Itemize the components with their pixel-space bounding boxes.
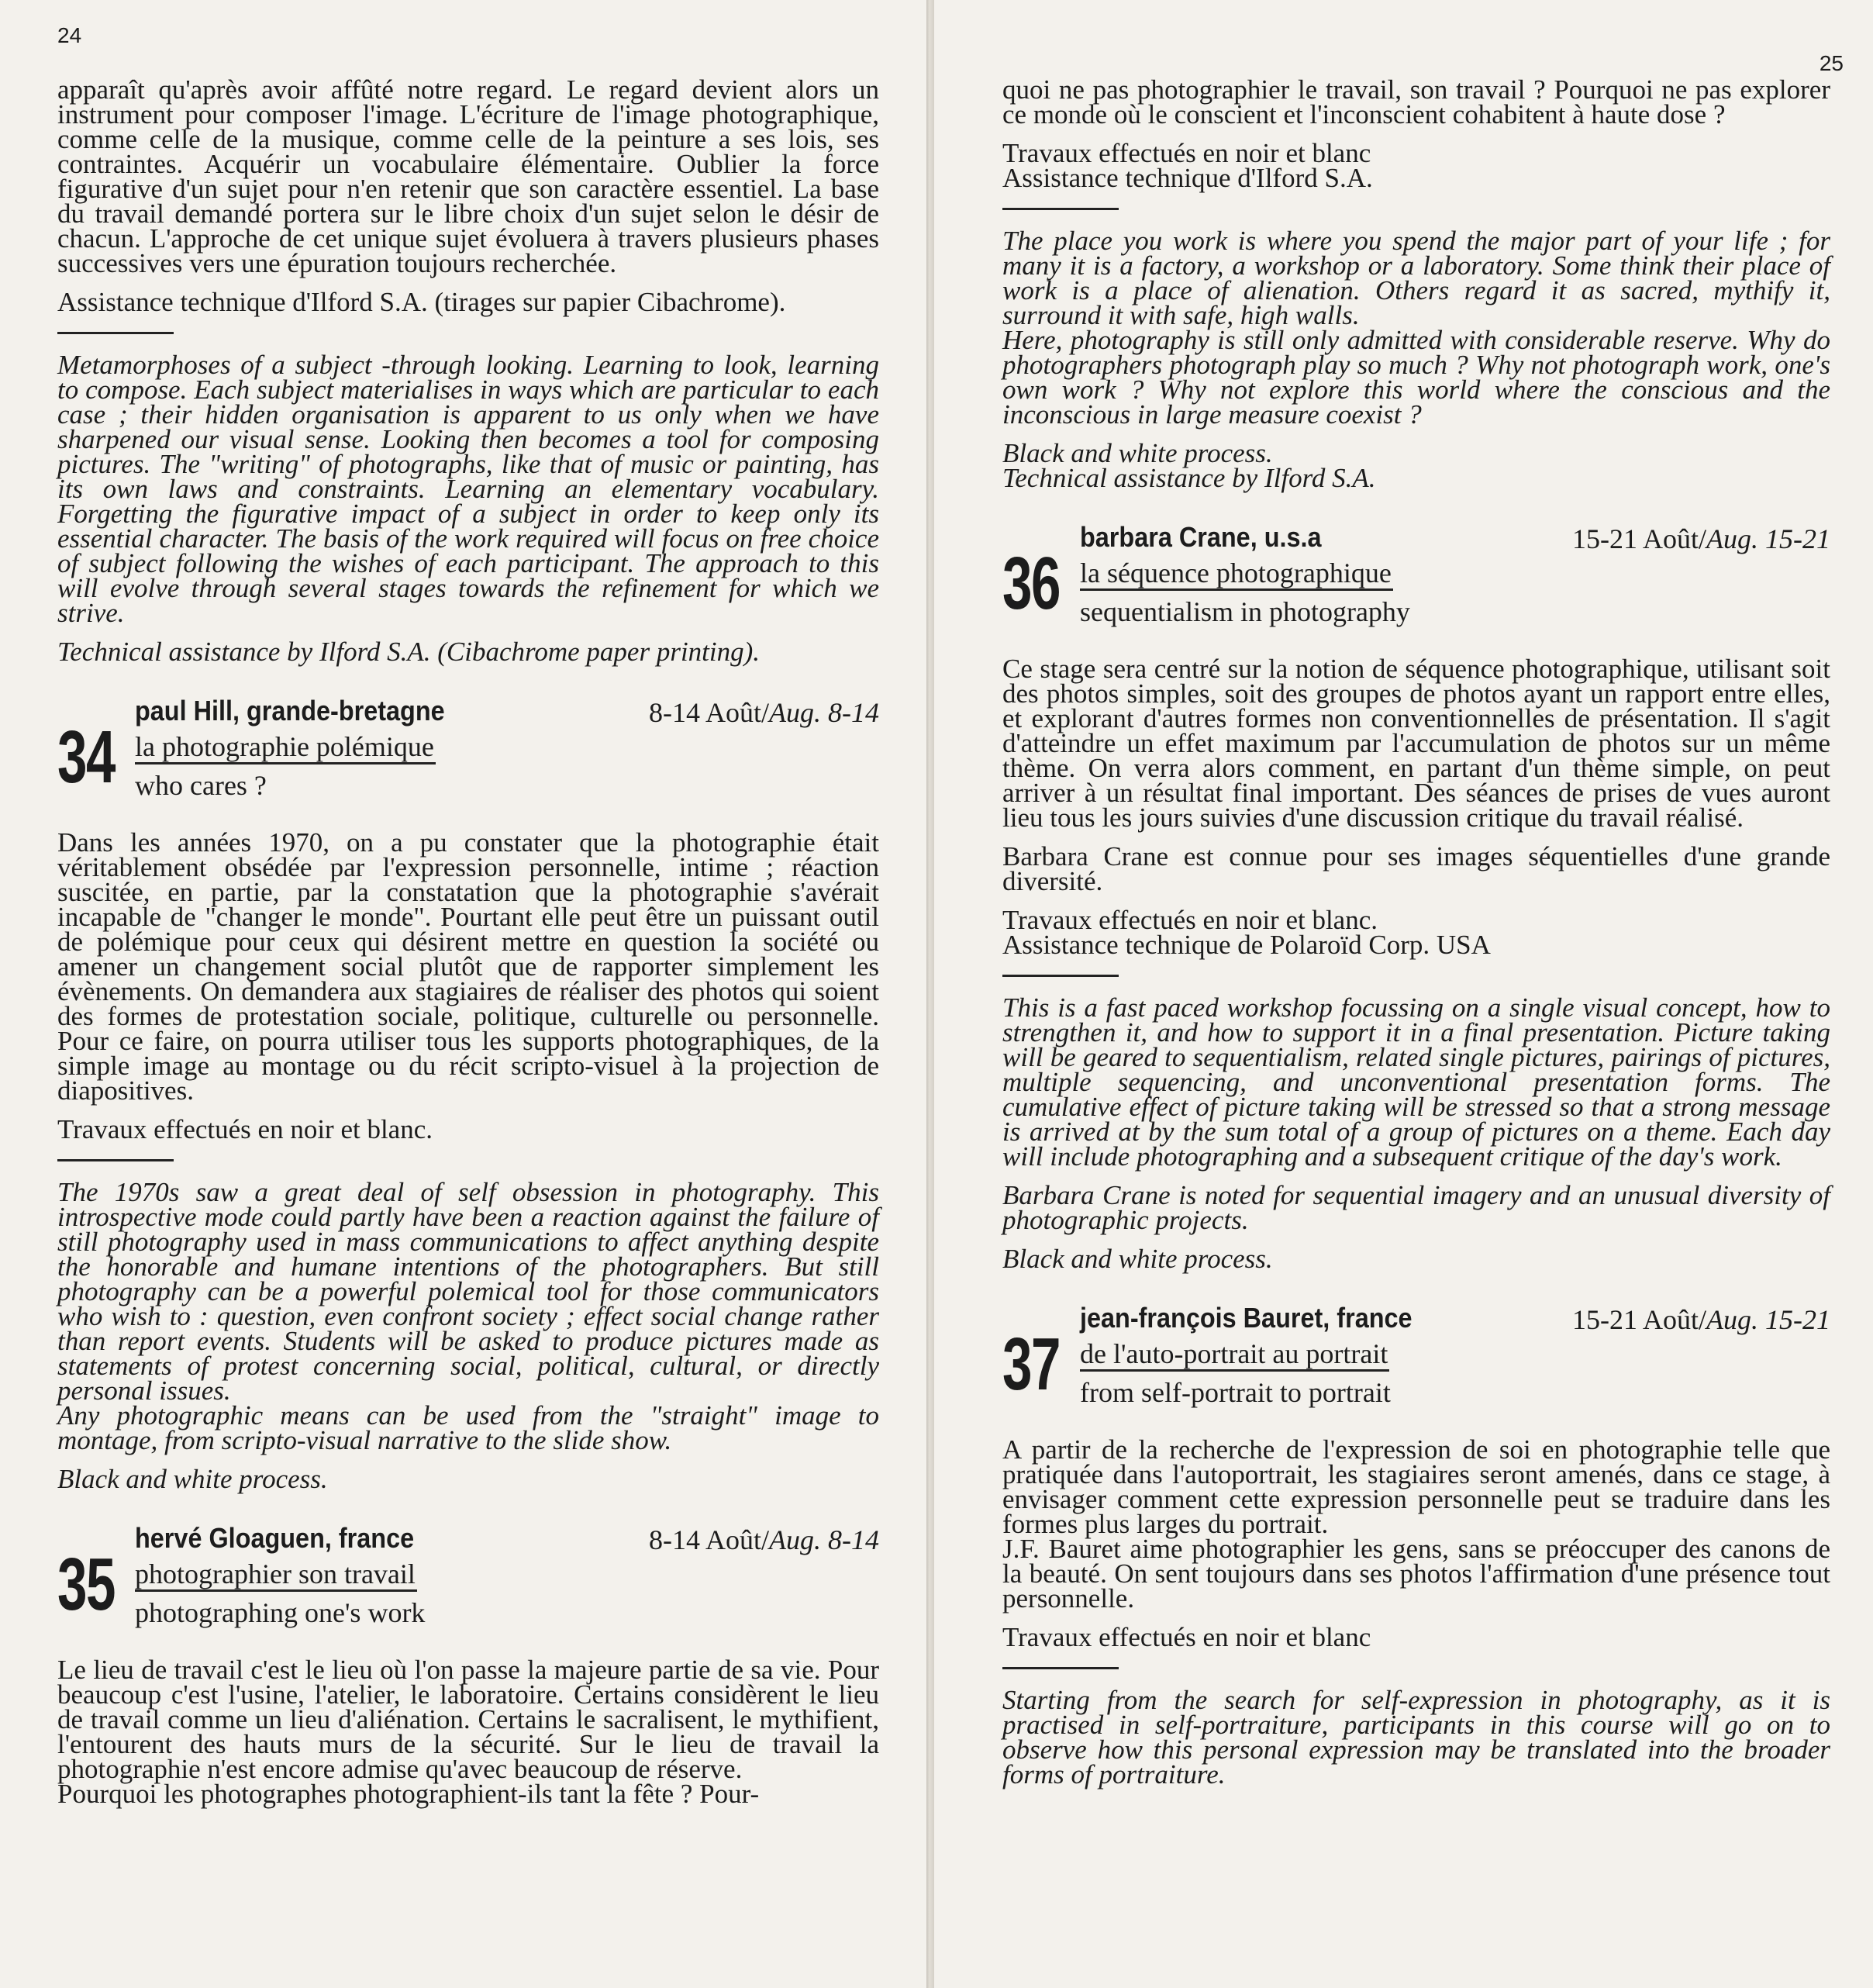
workshop-number: 35 <box>57 1543 116 1626</box>
divider-rule <box>57 1159 174 1161</box>
workshop-teacher: barbara Crane, u.s.a <box>1080 521 1322 553</box>
paragraph-en: Here, photography is still only admitted with considerable reserve. Why do photographers photograph play so much ? Why not photograph work, one's own work ? Why not explore this world where the conscious and the inconscious in large measure coexist ? <box>1002 325 1830 430</box>
paragraph-en: Any photographic means can be used from the "straight" image to montage, from scripto-visual narrative to the slide show. <box>57 1400 879 1455</box>
workshop-title-fr: la photographie polémique <box>135 731 436 764</box>
workshop-number: 37 <box>1002 1323 1061 1406</box>
paragraph-fr: Dans les années 1970, on a pu constater que la photographie était véritablement obsédée par l'expression personnelle, intime ; réaction suscitée, en partie, par la constatation que la photographie s'avérait incapable de "changer le monde". Pourtant elle peut être un puissant outil de polémique pour ceux qui désirent mettre en question la société ou amener un changement social plutôt que de rapporter simplement les évènements. On demandera aux stagiaires de réaliser des photos qui soient des formes de protestation sociale, politique, culturelle ou personnelle. Pour ce faire, on pourra utiliser tous les supports photographiques, de la simple image au montage ou du récit scripto-visuel à la projection de diapositives. <box>57 827 879 1106</box>
left-page <box>0 0 926 1988</box>
paragraph-fr: Pourquoi les photographes photographient-ils tant la fête ? Pour- <box>57 1779 760 1809</box>
workshop-dates <box>649 1524 879 1555</box>
paragraph-fr: Barbara Crane est connue pour ses images séquentielles d'une grande diversité. <box>1002 841 1830 896</box>
paragraph-en: The 1970s saw a great deal of self obsession in photography. This introspective mode could partly have been a reaction against the failure of still photography used in mass communications to affect anything despite the honorable and humane intentions of the photographers. But still photography can be a powerful polemical tool for those communicators who wish to : question, even confront society ; effect social change rather than report events. Students will be asked to produce pictures made as statements of protest concerning social, political, cultural, or directly personal issues. <box>57 1177 879 1406</box>
paragraph-fr: Travaux effectués en noir et blanc <box>1002 1622 1371 1652</box>
workshop-dates <box>1572 523 1830 554</box>
workshop-teacher: paul Hill, grande-bretagne <box>135 695 445 727</box>
paragraph-fr: Travaux effectués en noir et blanc. <box>1002 905 1378 935</box>
paragraph-en: Technical assistance by Ilford S.A. (Cibachrome paper printing). <box>57 637 761 667</box>
paragraph-en: This is a fast paced workshop focussing on a single visual concept, how to strengthen it, and how to support it in a final presentation. Picture taking will be geared to sequentialism, related single pictures, pairings of pictures, multiple sequencing, and unconventional presentation forms. The cumulative effect of picture taking will be stressed so that a strong message is arrived at by the sum total of a group of pictures on a theme. Each day will include photographing and a subsequent critique of the day's work. <box>1002 992 1830 1172</box>
workshop-header-36 <box>1002 522 1830 646</box>
workshop-title-en: from self-portrait to portrait <box>1080 1377 1391 1408</box>
workshop-title-fr: la séquence photographique <box>1080 557 1393 591</box>
date-fr: 15-21 Août/ <box>1572 523 1707 554</box>
workshop-title-en: photographing one's work <box>135 1597 426 1628</box>
date-en: Aug. 8-14 <box>769 697 879 728</box>
paragraph-en: Barbara Crane is noted for sequential imagery and an unusual diversity of photographic projects. <box>1002 1180 1830 1235</box>
date-fr: 15-21 Août/ <box>1572 1304 1707 1335</box>
page-number: 25 <box>1819 51 1844 75</box>
right-column <box>1002 74 1830 1801</box>
workshop-title-en: who cares ? <box>135 770 267 801</box>
paragraph-fr: apparaît qu'après avoir affûté notre regard. Le regard devient alors un instrument pour composer l'image. L'écriture de l'image photographique, comme celle de la musique, comme celle de la peinture a ses lois, ses contraintes. Acquérir un vocabulaire élémentaire. Oublier la force figurative d'un sujet pour n'en retenir que son caractère essentiel. La base du travail demandé portera sur le libre choix d'un sujet selon le désir de chacun. L'approche de cet unique sujet évoluera à travers plusieurs phases successives vers une épuration toujours recherchée. <box>57 74 879 278</box>
right-page <box>934 0 1873 1988</box>
divider-rule <box>1002 975 1119 977</box>
date-fr: 8-14 Août/ <box>649 697 770 728</box>
paragraph-en: Starting from the search for self-expression in photography, as it is practised in self-portraiture, participants in this course will go on to observe how this personal expression may be translated into the broader forms of portraiture. <box>1002 1685 1830 1790</box>
workshop-teacher: hervé Gloaguen, france <box>135 1522 415 1554</box>
date-en: Aug. 15-21 <box>1706 1304 1830 1335</box>
date-fr: 8-14 Août/ <box>649 1524 770 1555</box>
paragraph-en: Technical assistance by Ilford S.A. <box>1002 463 1376 493</box>
workshop-title-fr: de l'auto-portrait au portrait <box>1080 1338 1389 1372</box>
book-gutter <box>926 0 934 1988</box>
workshop-teacher: jean-françois Bauret, france <box>1080 1302 1413 1334</box>
date-en: Aug. 15-21 <box>1706 523 1830 554</box>
paragraph-fr: quoi ne pas photographier le travail, son travail ? Pourquoi ne pas explorer ce monde où le conscient et l'inconscient cohabitent à haute dose ? <box>1002 74 1830 129</box>
divider-rule <box>1002 1667 1119 1669</box>
paragraph-fr: Travaux effectués en noir et blanc. <box>57 1114 433 1144</box>
paragraph-en: The place you work is where you spend the major part of your life ; for many it is a factory, a workshop or a laboratory. Some think their place of work is a place of alienation. Others regard it as sacred, mythify it, surround it with safe, high walls. <box>1002 226 1830 330</box>
left-column <box>57 74 879 1821</box>
paragraph-fr: Travaux effectués en noir et blanc <box>1002 138 1371 168</box>
divider-rule <box>1002 208 1119 210</box>
paragraph-fr: Assistance technique d'Ilford S.A. (tirages sur papier Cibachrome). <box>57 287 786 317</box>
paragraph-en: Black and white process. <box>1002 438 1273 468</box>
paragraph-fr: Assistance technique de Polaroïd Corp. USA <box>1002 930 1491 960</box>
workshop-header-34 <box>57 695 879 820</box>
paragraph-fr: Ce stage sera centré sur la notion de séquence photographique, utilisant soit des photos simples, soit des groupes de photos ayant un rapport entre elles, et explorant d'autres formes non conventionnelles de présentation. Il s'agit d'atteindre un effet maximum par l'accumulation de photos sur un même thème. On verra alors comment, en partant d'un thème simple, on peut arriver à un résultat final important. Des séances de prises de vues auront lieu tous les jours suivies d'une discussion critique du travail réalisé. <box>1002 654 1830 833</box>
divider-rule <box>57 332 174 334</box>
paragraph-fr: Assistance technique d'Ilford S.A. <box>1002 163 1373 193</box>
paragraph-fr: J.F. Bauret aime photographier les gens, sans se préoccuper des canons de la beauté. On sent toujours dans ses photos l'affirmation d'une présence tout personnelle. <box>1002 1534 1830 1614</box>
workshop-dates <box>1572 1304 1830 1335</box>
paragraph-en: Metamorphoses of a subject -through looking. Learning to look, learning to compose. Each subject materialises in ways which are particular to each case ; their hidden organisation is apparent to us only when we have sharpened our visual sense. Looking then becomes a tool for composing pictures. The "writing" of photographs, like that of music or painting, has its own laws and constraints. Learning an elementary vocabulary. Forgetting the figurative impact of a subject in order to keep only its essential character. The basis of the work required will focus on free choice of subject following the wishes of each participant. The approach to this will evolve through several stages towards the refinement for which we strive. <box>57 350 879 628</box>
workshop-header-37 <box>1002 1303 1830 1427</box>
workshop-dates <box>649 697 879 728</box>
date-en: Aug. 8-14 <box>769 1524 879 1555</box>
workshop-title-en: sequentialism in photography <box>1080 596 1410 627</box>
workshop-number: 34 <box>57 716 116 799</box>
paragraph-fr: Le lieu de travail c'est le lieu où l'on passe la majeure partie de sa vie. Pour beaucoup c'est l'usine, l'atelier, le laboratoire. Certains considèrent le lieu de travail comme un lieu d'aliénation. Certains le sacralisent, le mythifient, l'entourent des hauts murs de la sécurité. Sur le lieu de travail la photographie n'est encore admise qu'avec beaucoup de réserve. <box>57 1655 879 1784</box>
workshop-title-fr: photographier son travail <box>135 1558 417 1592</box>
workshop-header-35 <box>57 1523 879 1647</box>
paragraph-fr: A partir de la recherche de l'expression de soi en photographie telle que pratiquée dans l'autoportrait, les stagiaires seront amenés, dans ce stage, à envisager comment cette expression personnelle peut se traduire dans les formes plus larges du portrait. <box>1002 1434 1830 1539</box>
paragraph-en: Black and white process. <box>1002 1244 1273 1274</box>
paragraph-en: Black and white process. <box>57 1464 328 1494</box>
workshop-number: 36 <box>1002 542 1061 625</box>
page-number: 24 <box>57 23 82 47</box>
